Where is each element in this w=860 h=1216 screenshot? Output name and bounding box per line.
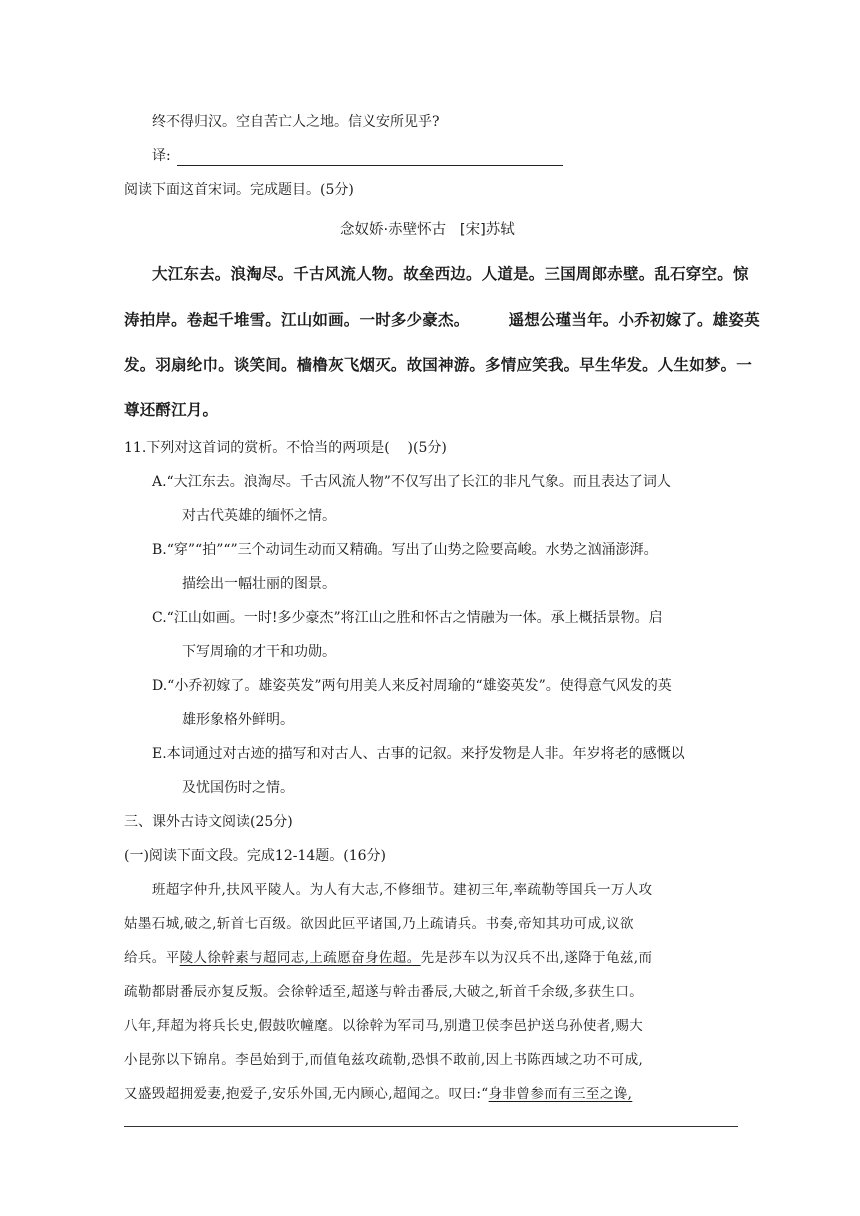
passage-line: 疏勒都尉番辰亦复反叛。会徐幹适至,超遂与幹击番辰,大破之,斩首千余级,多获生口。 [124, 984, 644, 1000]
option-d-line2: 雄形象格外鲜明。 [182, 712, 294, 728]
passage-line: 姑墨石城,破之,斩首七百级。欲因此叵平诸国,乃上疏请兵。书奏,帝知其功可成,议欲 [124, 916, 634, 932]
poem-title: 念奴娇·赤壁怀古 [宋]苏轼 [340, 222, 515, 238]
translation-prompt [152, 146, 563, 166]
underlined-sentence: 身非曾参而有三至之谗, [488, 1086, 633, 1102]
passage-line: 八年,拜超为将兵长史,假鼓吹幢麾。以徐幹为军司马,别遣卫侯李邑护送乌孙使者,赐大 [124, 1018, 644, 1034]
poem-line: 发。羽扇纶巾。谈笑间。樯橹灰飞烟灭。故国神游。多情应笑我。早生华发。人生如梦。一 [124, 356, 753, 374]
footer-rule [124, 1126, 738, 1127]
passage-text: 又盛毁超拥爱妻,抱爱子,安乐外国,无内顾心,超闻之。叹曰:“ [124, 1086, 489, 1102]
passage-line: 小昆弥以下锦帛。李邑始到于,而值龟兹攻疏勒,恐惧不敢前,因上书陈西域之功不可成, [124, 1052, 644, 1068]
passage-text: 给兵。平 [124, 950, 180, 966]
poem-line: 涛拍岸。卷起千堆雪。江山如画。一时多少豪杰。 遥想公瑾当年。小乔初嫁了。雄姿英 [124, 311, 760, 329]
option-b-line1: B.“穿”“拍”“”三个动词生动而又精确。写出了山势之险要高峻。水势之汹涌澎湃。 [152, 542, 658, 558]
section-heading: 三、课外古诗文阅读(25分) [124, 814, 293, 830]
option-c-line2: 下写周瑜的才干和功勋。 [182, 644, 336, 660]
translation-label: 译: [152, 148, 171, 164]
passage-line: 班超字仲升,扶风平陵人。为人有大志,不修细节。建初三年,率疏勒等国兵一万人攻 [152, 882, 653, 898]
poem-instruction: 阅读下面这首宋词。完成题目。(5分) [124, 182, 354, 198]
option-c-line1: C.“江山如画。一时!多少豪杰”将江山之胜和怀古之情融为一体。承上概括景物。启 [152, 610, 663, 626]
option-d-line1: D.“小乔初嫁了。雄姿英发”两句用美人来反衬周瑜的“雄姿英发”。使得意气风发的英 [152, 678, 672, 694]
previous-passage-line: 终不得归汉。空自苦亡人之地。信义安所见乎? [152, 114, 440, 130]
poem-line: 尊还酹江月。 [124, 401, 219, 419]
option-e-line2: 及忧国伤时之情。 [182, 780, 294, 796]
option-a-line2: 对古代英雄的缅怀之情。 [182, 508, 336, 524]
passage-text: 先是莎车以为汉兵不出,遂降于龟兹,而 [420, 950, 653, 966]
translation-answer-blank [177, 151, 563, 166]
subsection-heading: (一)阅读下面文段。完成12-14题。(16分) [124, 848, 387, 864]
underlined-sentence: 陵人徐幹素与超同志,上疏愿奋身佐超。 [179, 950, 421, 966]
option-b-line2: 描绘出一幅壮丽的图景。 [182, 576, 336, 592]
poem-line: 大江东去。浪淘尽。千古风流人物。故垒西边。人道是。三国周郎赤壁。乱石穿空。惊 [152, 265, 749, 283]
passage-line [124, 1084, 632, 1104]
question-11-stem: 11.下列对这首词的赏析。不恰当的两项是( )(5分) [124, 440, 447, 456]
passage-line [124, 948, 652, 968]
option-a-line1: A.“大江东去。浪淘尽。千古风流人物”不仅写出了长江的非凡气象。而且表达了词人 [152, 474, 671, 490]
option-e-line1: E.本词通过对古迹的描写和对古人、古事的记叙。来抒发物是人非。年岁将老的感慨以 [152, 746, 685, 762]
